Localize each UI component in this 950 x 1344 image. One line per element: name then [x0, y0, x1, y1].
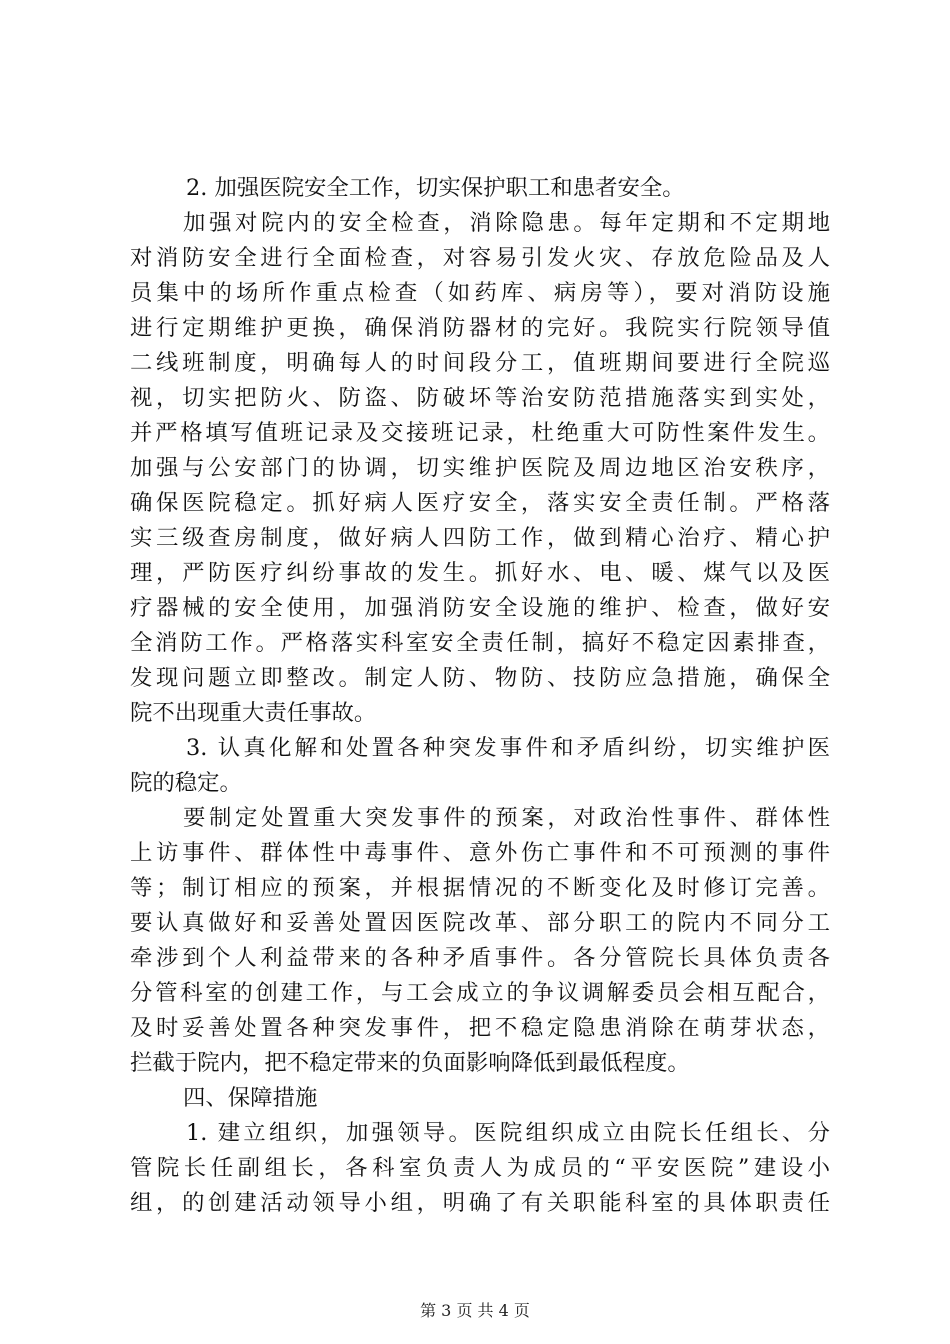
paragraph-line: 加强对院内的安全检查，消除隐患。每年定期和不定期地: [183, 210, 830, 236]
paragraph-line: 疗器械的安全使用，加强消防安全设施的维护、检查，做好安: [130, 595, 830, 621]
paragraph-line: 实三级查房制度，做好病人四防工作，做到精心治疗、精心护: [130, 525, 830, 551]
paragraph-line: 管院长任副组长，各科室负责人为成员的“平安医院”建设小: [130, 1155, 830, 1181]
heading-2: 2. 加强医院安全工作，切实保护职工和患者安全。: [186, 175, 685, 201]
paragraph-line: 视，切实把防火、防盗、防破坏等治安防范措施落实到实处，: [130, 385, 830, 411]
paragraph-line: 院不出现重大责任事故。: [130, 700, 377, 726]
paragraph-line: 理，严防医疗纠纷事故的发生。抓好水、电、暖、煤气以及医: [130, 560, 830, 586]
paragraph-line: 进行定期维护更换，确保消防器材的完好。我院实行院领导值: [130, 315, 830, 341]
paragraph-line: 组，的创建活动领导小组，明确了有关职能科室的具体职责任: [130, 1190, 830, 1216]
paragraph-line: 并严格填写值班记录及交接班记录，杜绝重大可防性案件发生。: [130, 420, 830, 446]
paragraph-line: 对消防安全进行全面检查，对容易引发火灾、存放危险品及人: [130, 245, 830, 271]
paragraph-line: 分管科室的创建工作，与工会成立的争议调解委员会相互配合，: [130, 980, 830, 1006]
paragraph-line: 确保医院稳定。抓好病人医疗安全，落实安全责任制。严格落: [130, 490, 830, 516]
section-heading: 四、保障措施: [183, 1085, 318, 1111]
page-footer: 第 3 页 共 4 页: [420, 1301, 530, 1320]
paragraph-line: 全消防工作。严格落实科室安全责任制，搞好不稳定因素排查，: [130, 630, 830, 656]
heading-item-1: 1. 建立组织，加强领导。医院组织成立由院长任组长、分: [186, 1120, 830, 1146]
paragraph-line: 加强与公安部门的协调，切实维护医院及周边地区治安秩序，: [130, 455, 830, 481]
paragraph-line: 等；制订相应的预案，并根据情况的不断变化及时修订完善。: [130, 875, 830, 901]
paragraph-line: 发现问题立即整改。制定人防、物防、技防应急措施，确保全: [130, 665, 830, 691]
paragraph-line: 及时妥善处置各种突发事件，把不稳定隐患消除在萌芽状态，: [130, 1015, 830, 1041]
paragraph-line: 二线班制度，明确每人的时间段分工，值班期间要进行全院巡: [130, 350, 830, 376]
paragraph-line: 上访事件、群体性中毒事件、意外伤亡事件和不可预测的事件: [130, 840, 830, 866]
paragraph-line: 员集中的场所作重点检查（如药库、病房等），要对消防设施: [130, 280, 830, 306]
paragraph-line: 要制定处置重大突发事件的预案，对政治性事件、群体性: [183, 805, 830, 831]
paragraph-line: 牵涉到个人利益带来的各种矛盾事件。各分管院长具体负责各: [130, 945, 830, 971]
paragraph-line: 拦截于院内，把不稳定带来的负面影响降低到最低程度。: [130, 1050, 690, 1076]
paragraph-line: 要认真做好和妥善处置因医院改革、部分职工的院内不同分工: [130, 910, 830, 936]
heading-3: 3. 认真化解和处置各种突发事件和矛盾纠纷，切实维护医: [186, 735, 830, 761]
heading-3-continuation: 院的稳定。: [130, 770, 242, 796]
